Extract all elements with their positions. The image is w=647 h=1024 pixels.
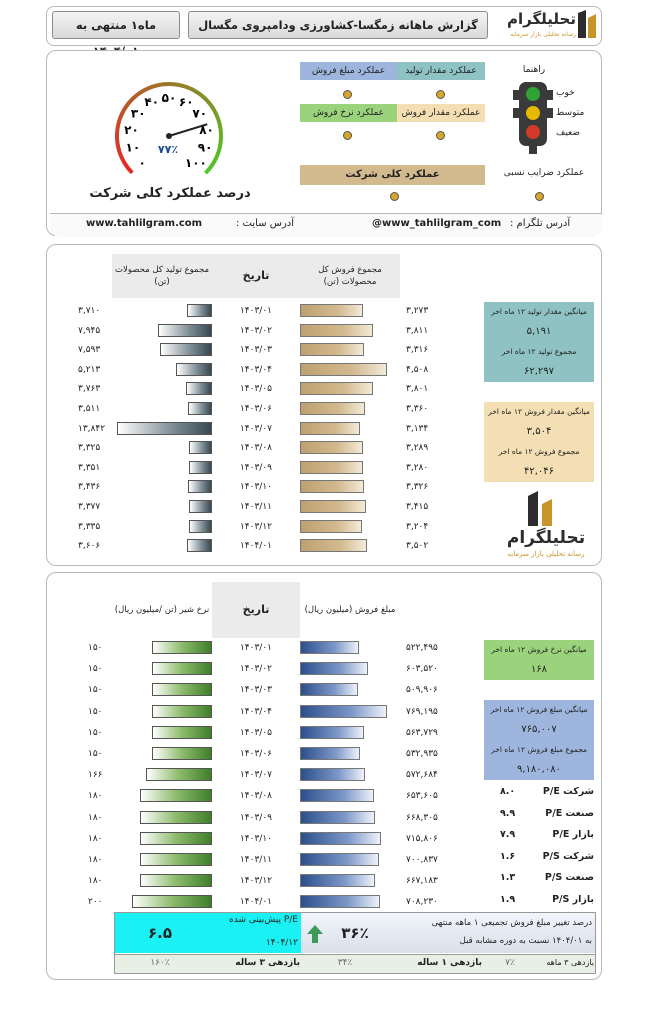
prod-bar [186,382,212,395]
gauge-arc-segment [119,118,121,123]
ratio-label: P/E صنعت [545,807,594,819]
sale-date: ۱۴۰۳/۱۱ [239,855,273,865]
sale-value: ۳,۴۱۵ [406,502,429,512]
label-prod-qty: عملکرد مقدار تولید [397,62,485,80]
sale-bar [300,520,362,533]
gauge-arc-segment [117,127,118,132]
sale-bar [300,343,364,356]
gauge-arc-segment [219,123,220,128]
sale-date: ۱۴۰۳/۱۲ [239,876,273,887]
rate-value: ۱۸۰ [88,791,103,802]
ratio-value: ۱.۶ [500,850,516,862]
sale-value: ۳,۸۱۱ [406,325,429,336]
ratio-value: ۱.۳ [500,872,516,884]
status-dot-overall [390,192,399,201]
rate-value: ۱۸۰ [88,812,103,823]
telegram-handle[interactable]: @www_tahlilgram_com [372,218,502,229]
sale-date: ۱۴۰۳/۰۹ [239,812,273,823]
gauge-arc-segment [126,102,129,106]
gauge-arc-segment [216,154,218,159]
sale-bar [300,480,364,493]
sale-date: ۱۴۰۳/۰۳ [239,685,273,696]
gauge-arc-segment [219,145,220,150]
sale-bar [300,363,387,376]
prod-date: ۱۴۰۳/۰۹ [239,462,273,473]
gauge-tick-label: ۸۰ [199,123,214,138]
rate-bar [140,811,212,824]
prod-value: ۳,۳۵۱ [78,462,101,473]
gauge-arc-segment [118,145,119,150]
gauge-arc-segment [212,106,215,110]
gauge-arc-segment [122,110,124,114]
prod-date: ۱۴۰۳/۰۱ [239,306,273,316]
gauge-value: ۷۷٪ [157,143,179,156]
rate-avg-box [484,640,594,680]
rate-value: ۱۶۶ [88,770,103,781]
gauge-arc-segment [124,162,127,166]
gauge-arc-segment [182,86,187,88]
rate-value: ۱۵۰ [88,643,103,653]
prod-date: ۱۴۰۳/۰۶ [239,404,273,414]
sale-avg-box [484,402,594,482]
gauge-arc-segment [117,140,118,145]
gauge-tick-label: ۷۰ [192,106,208,121]
pe-forecast-label: P/E پیش‌بینی شده [229,915,298,925]
sale-bar [300,402,365,415]
status-dot-sale-qty [436,131,445,140]
prod-date: ۱۴۰۳/۰۷ [239,423,273,434]
prod-date: ۱۴۰۳/۰۴ [239,364,273,375]
ratio-label: P/S صنعت [544,872,594,884]
gauge-arc-segment [147,87,152,89]
sale-sum-label: مجموع فروش ۱۲ ماه اخر [498,447,580,456]
gauge-arc-segment [187,87,192,89]
amount-value: ۵۶۳,۷۲۹ [406,727,438,738]
gauge-arc-segment [216,114,218,119]
sale-value: ۳,۸۰۱ [406,384,429,395]
ratio-label: P/E شرکت [542,786,594,797]
rate-value: ۱۵۰ [88,706,103,717]
change-text-1: درصد تغییر مبلغ فروش تجمیعی ۱ ماهه منتهی [431,918,592,928]
site-label: آدرس سایت : [236,218,295,229]
amount-bar [300,768,365,781]
prod-value: ۳,۵۱۱ [78,404,101,414]
sale-bar [300,500,366,513]
amount-bar [300,662,368,675]
sale-bar [300,461,363,474]
gauge-tick-label: ۶۰ [178,95,194,110]
prod-bar [176,363,212,376]
gauge-tick-label: ۵۰ [161,91,177,105]
report-title: گزارش ماهانه زمگسا-کشاورزی ودامپروی مگسال [188,11,488,39]
prod-value: ۳,۷۱۰ [78,306,101,316]
ratio-label: P/E بازار [552,829,594,841]
amount-value: ۷۱۵,۸۰۶ [406,833,438,844]
sale-date: ۱۴۰۳/۰۱ [239,643,273,653]
status-dot-ratio [535,192,544,201]
legend-ratio-perf: عملکرد ضرایب نسبی [503,168,585,178]
gauge-arc-segment [178,85,183,86]
prod-bar [160,343,212,356]
gauge-arc-segment [209,103,212,107]
rate-bar [140,832,212,845]
prod-value: ۳,۳۲۵ [78,443,101,454]
prod-bar [188,480,212,493]
gauge [104,76,234,181]
brand-tagline: رسانه تحلیلی بازار سرمایه [510,31,576,38]
brand-logo-large-icon [496,486,596,530]
gauge-arc-segment [120,114,122,119]
gauge-arc-segment [220,127,221,132]
rate-value: ۲۰۰ [88,897,103,908]
prod-bar [188,402,212,415]
gauge-tick-label: ۲۰ [124,123,139,138]
amount-sum-value: ۹,۱۸۰,۰۸۰ [517,764,561,775]
col-header-date-2: تاریخ [212,582,300,638]
prod-date: ۱۴۰۳/۱۲ [239,521,273,532]
gauge-arc-segment [129,169,132,173]
prod-value: ۳,۶۰۶ [78,541,101,552]
sale-date: ۱۴۰۳/۱۰ [239,833,273,844]
amount-value: ۵۷۲,۶۸۴ [406,770,438,781]
pe-forecast-date: ۱۴۰۴/۱۲ [265,938,298,948]
legend-good: خوب [556,88,575,98]
gauge-tick-label: ۹۰ [197,140,213,155]
amount-bar [300,874,375,887]
amount-value: ۷۰۸,۲۳۰ [406,897,438,908]
ret1y-label: بازدهی ۱ ساله [417,958,482,968]
sale-value: ۳,۲۰۴ [406,521,429,532]
sale-bar [300,422,360,435]
gauge-arc-segment [143,89,147,91]
amount-avg-box [484,700,594,780]
brand-name: تحلیلگرام [506,10,576,28]
sale-avg-label: میانگین مقدار فروش ۱۲ ماه اخر [488,407,590,416]
rate-value: ۱۸۰ [88,876,103,887]
legend-medium: متوسط [556,108,585,118]
status-dot-sale-amount [343,90,352,99]
amount-bar [300,747,360,760]
rate-value: ۱۸۰ [88,855,103,865]
sale-bar [300,539,367,552]
sale-value: ۳,۳۲۶ [406,482,429,493]
amount-value: ۵۳۲,۹۳۵ [406,749,438,759]
prod-value: ۳,۴۳۶ [78,482,101,493]
amount-value: ۶۶۷,۱۸۳ [406,876,438,887]
gauge-tick-label: ۰ [138,155,146,170]
gauge-arc-segment [206,99,209,103]
brand-logo-header [494,8,600,44]
prod-bar [189,520,212,533]
prod-date: ۱۴۰۳/۰۵ [239,384,273,395]
gauge-arc-segment [174,84,179,85]
rate-bar [152,641,212,654]
amount-value: ۶۵۳,۶۰۵ [406,791,438,802]
gauge-arc-segment [199,93,203,96]
ret3y-label: بازدهی ۳ ساله [235,958,300,968]
pe-forecast-value: ۶.۵ [147,924,172,942]
rate-value: ۱۸۰ [88,833,103,844]
sale-bar [300,382,373,395]
prod-bar [189,461,212,474]
prod-avg-value: ۵,۱۹۱ [526,326,552,337]
amount-bar [300,789,374,802]
col-header-rate: نرخ شیر (تن /میلیون ریال) [112,582,212,638]
prod-bar [187,539,212,552]
rate-bar [152,662,212,675]
brand-name-large: تحلیلگرام [506,528,586,548]
gauge-tick-label: ۱۰ [125,140,141,155]
rate-bar [140,853,212,866]
rate-avg-label: میانگین نرخ فروش ۱۲ ماه اخر [491,645,587,654]
legend-guide: راهنما [522,65,546,75]
rate-value: ۱۵۰ [88,727,103,738]
status-dot-rate [343,131,352,140]
gauge-arc-segment [119,149,120,154]
gauge-arc-segment [218,149,220,154]
sale-date: ۱۴۰۳/۰۸ [239,791,273,802]
sale-date: ۱۴۰۳/۰۷ [239,770,273,781]
gauge-arc-segment [202,96,206,99]
prod-value: ۳,۳۷۷ [78,502,101,512]
gauge-tick-label: ۳۰ [130,106,146,121]
gauge-arc-segment [214,110,216,114]
gauge-arc-segment [151,86,156,87]
ret3m-label: بازدهی ۳ ماهه [546,958,594,967]
sale-bar [300,441,363,454]
gauge-arc-segment [136,93,140,96]
gauge-arc-segment [120,153,122,158]
gauge-arc-segment [139,91,143,94]
traffic-light-icon [510,80,556,156]
gauge-arc-segment [129,99,132,103]
sale-value: ۳,۲۸۹ [406,443,429,454]
gauge-tick-label: ۴۰ [144,95,160,110]
sale-date: ۱۴۰۳/۰۴ [239,706,273,717]
amount-avg-label: میانگین مبلغ فروش ۱۲ ماه اخر [490,705,588,714]
ratio-value: ۸.۰ [500,786,516,797]
label-rate: عملکرد نرخ فروش [300,104,397,122]
amount-bar [300,641,359,654]
col-header-date: تاریخ [212,254,300,298]
amount-value: ۶۰۳,۵۲۰ [406,664,438,675]
gauge-arc-segment [118,122,119,127]
gauge-arc-segment [156,85,161,86]
gauge-arc-segment [191,89,195,91]
col-header-prod: مجموع تولید کل محصولات (تن) [112,254,212,298]
sale-value: ۳,۲۸۰ [406,462,429,473]
change-value: ۳۶٪ [341,924,369,942]
prod-date: ۱۴۰۳/۱۰ [239,482,273,493]
amount-bar [300,895,380,908]
brand-logo-large [496,486,596,564]
gauge-arc-segment [124,106,127,110]
amount-bar [300,705,387,718]
sale-date: ۱۴۰۳/۰۲ [239,664,273,675]
ret3m-value: ۷٪ [505,958,515,968]
brand-tagline-large: رسانه تحلیلی بازار سرمایه [507,550,585,558]
prod-sum-label: مجموع تولید ۱۲ ماه اخر [501,347,577,356]
prod-bar [117,422,212,435]
sale-bar [300,324,373,337]
gauge-arc-segment [122,158,124,162]
prod-value: ۷,۹۴۵ [78,325,101,336]
gauge-arc-segment [214,158,216,162]
ratio-value: ۷.۹ [500,829,516,841]
gauge-arc-segment [205,169,208,173]
sale-value: ۳,۵۰۲ [406,541,429,552]
site-link[interactable]: www.tahlilgram.com [86,218,203,229]
rate-bar [152,726,212,739]
rate-bar [132,895,212,908]
telegram-label: آدرس تلگرام : [510,218,571,229]
prod-value: ۵,۲۱۳ [78,364,101,375]
amount-bar [300,683,358,696]
label-sale-qty: عملکرد مقدار فروش [397,104,485,122]
prod-value: ۳,۳۳۵ [78,521,101,532]
gauge-arc-segment [220,141,221,146]
sale-date: ۱۴۰۴/۰۱ [239,897,273,908]
ratio-label: P/S بازار [552,894,594,905]
rate-bar [146,768,212,781]
gauge-arc-segment [132,96,136,99]
amount-value: ۶۶۸,۳۰۵ [406,812,438,823]
legend-weak: ضعیف [556,128,581,138]
prod-bar [187,304,212,317]
gauge-arc-segment [211,162,214,166]
ret3y-value: ۱۶۰٪ [150,958,170,968]
sale-value: ۳,۱۳۴ [406,423,429,434]
amount-sum-label: مجموع مبلغ فروش ۱۲ ماه اخر [491,745,587,754]
prod-avg-label: میانگین مقدار تولید ۱۲ ماه اخر [491,307,587,316]
amount-bar [300,811,375,824]
gauge-arc-segment [195,91,199,94]
prod-bar [158,324,212,337]
gauge-arc-segment [126,165,129,169]
rate-value: ۱۵۰ [88,664,103,675]
amount-value: ۵۲۲,۴۹۵ [406,643,438,653]
prod-value: ۱۳,۸۴۲ [78,423,106,434]
sale-sum-value: ۴۲,۰۴۶ [523,466,555,477]
rate-bar [152,705,212,718]
ratio-value: ۹.۹ [500,807,516,819]
amount-bar [300,832,381,845]
sale-value: ۳,۲۷۳ [406,306,429,316]
gauge-arc-segment [160,84,165,85]
sale-avg-value: ۳,۵۰۴ [526,426,552,437]
prod-bar [189,441,212,454]
label-overall: عملکرد کلی شرکت [300,165,485,185]
amount-bar [300,853,379,866]
amount-value: ۷۰۰,۸۳۷ [406,855,438,865]
rate-avg-value: ۱۶۸ [530,664,548,675]
ratio-label: P/S شرکت [542,850,594,862]
sale-date: ۱۴۰۳/۰۵ [239,727,273,738]
amount-bar [300,726,364,739]
sale-date: ۱۴۰۳/۰۶ [239,749,273,759]
status-dot-prod-qty [436,90,445,99]
sale-value: ۳,۳۱۶ [406,345,429,356]
month-label: ماه۱ منتهی به [52,11,180,39]
prod-date: ۱۴۰۳/۱۱ [239,502,273,512]
rate-bar [152,683,212,696]
prod-date: ۱۴۰۳/۰۲ [239,325,273,336]
prod-date: ۱۴۰۳/۰۸ [239,443,273,454]
gauge-tick-label: ۱۰۰ [184,155,207,170]
amount-value: ۷۶۹,۱۹۵ [406,706,438,717]
prod-sum-value: ۶۲,۲۹۷ [523,366,555,377]
sale-value: ۴,۵۰۸ [406,364,429,375]
prod-value: ۷,۵۹۳ [78,345,101,356]
rate-bar [140,789,212,802]
prod-avg-box [484,302,594,382]
sale-bar [300,304,363,317]
prod-bar [189,500,212,513]
rate-value: ۱۵۰ [88,685,103,696]
label-sale-amount: عملکرد مبلغ فروش [300,62,397,80]
gauge-dial [104,76,234,181]
prod-date: ۱۴۰۴/۰۱ [239,541,273,552]
ret1y-value: ۳۴٪ [337,958,353,968]
rate-bar [152,747,212,760]
gauge-arc-segment [209,166,212,170]
gauge-arc-segment [218,118,219,123]
ratio-value: ۱.۹ [500,894,516,905]
gauge-title: درصد عملکرد کلی شرکت [89,186,251,201]
rate-value: ۱۵۰ [88,749,103,759]
amount-avg-value: ۷۶۵,۰۰۷ [521,724,557,735]
sale-value: ۳,۳۶۰ [406,404,429,414]
rate-bar [140,874,212,887]
prod-date: ۱۴۰۳/۰۳ [239,345,273,356]
prod-value: ۳,۷۶۳ [78,384,101,395]
amount-value: ۵۰۹,۹۰۶ [406,685,438,696]
col-header-sales: مجموع فروش کل محصولات (تن) [300,254,400,298]
up-arrow-icon [306,924,324,944]
col-header-amount: مبلغ فروش (میلیون ریال) [300,582,400,638]
change-text-2: به ۱۴۰۴/۰۱ نسبت به دوره مشابه قبل [459,936,592,946]
